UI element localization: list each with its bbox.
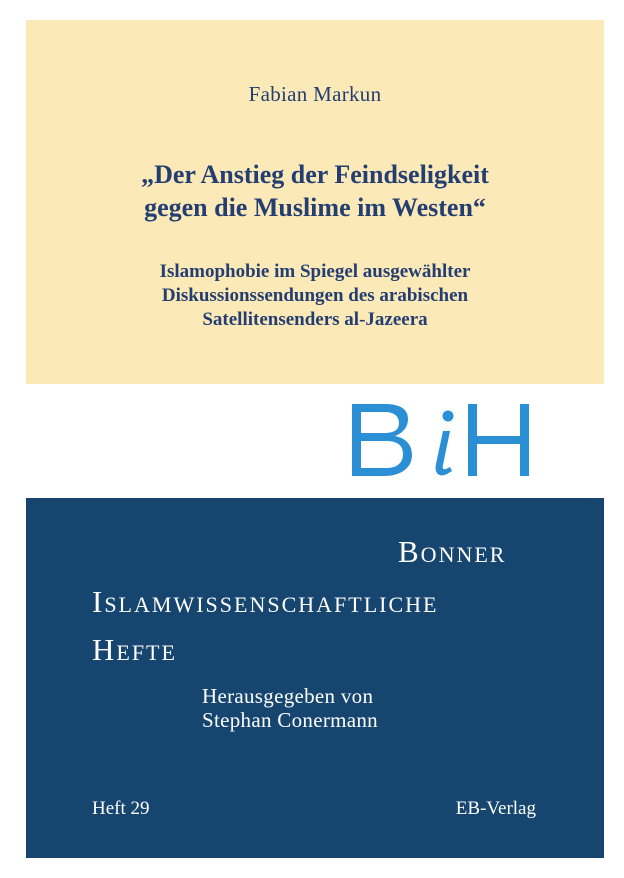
- book-title-line: gegen die Muslime im Westen“: [144, 193, 486, 222]
- book-title: [26, 158, 604, 224]
- series-name-line: Islamwissenschaftliche: [92, 584, 439, 619]
- book-title-line: „Der Anstieg der Feindseligkeit: [141, 160, 489, 189]
- book-subtitle-line: Satellitensenders al-Jazeera: [202, 309, 428, 330]
- bih-logo-mark: [340, 394, 540, 486]
- author-name: Fabian Markun: [248, 82, 382, 106]
- title-panel: [26, 20, 604, 384]
- logo-letter-h: [468, 404, 529, 476]
- logo-letter-i: [436, 431, 452, 475]
- editor-name: Stephan Conermann: [202, 708, 378, 732]
- book-subtitle-line: Islamophobie im Spiegel ausgewählter: [159, 261, 471, 282]
- editor-label: Herausgegeben von: [202, 684, 374, 708]
- logo-letter-b: [352, 404, 412, 476]
- logo-letter-i-dot: [443, 411, 454, 422]
- series-name-line: Bonner: [398, 534, 507, 569]
- book-subtitle-line: Diskussionssendungen des arabischen: [161, 285, 469, 306]
- book-subtitle: [26, 260, 604, 332]
- bih-logo: [340, 394, 540, 486]
- issue-number: Heft 29: [92, 798, 150, 819]
- series-name-line: Hefte: [92, 632, 177, 667]
- publisher-name: EB-Verlag: [455, 798, 536, 819]
- editor-credit: [202, 684, 378, 732]
- series-panel: [26, 498, 604, 858]
